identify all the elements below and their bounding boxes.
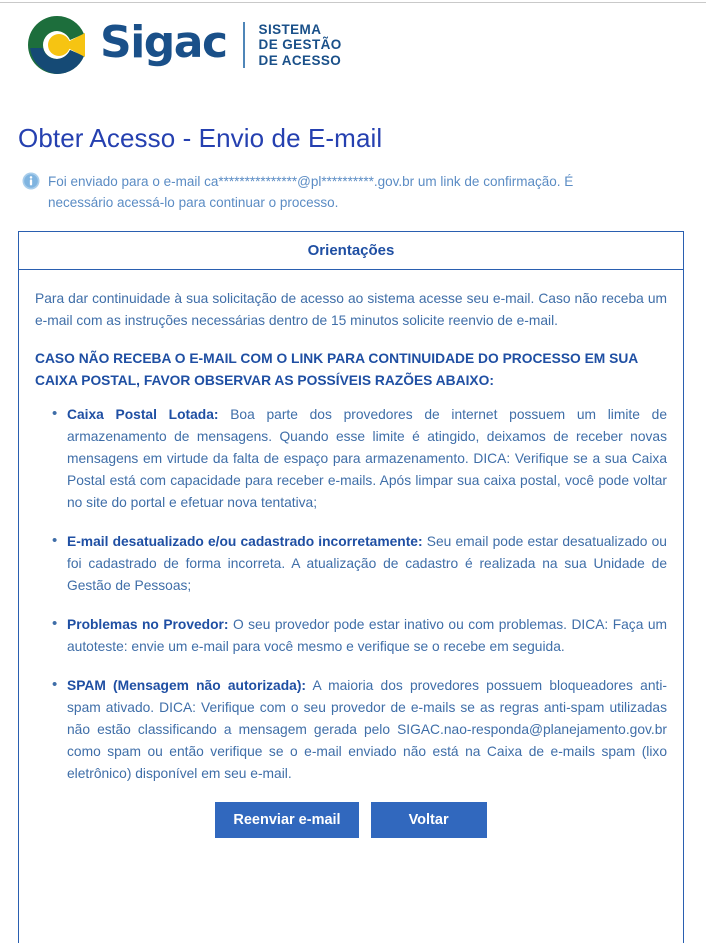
reason-text: Seu email pode estar desatualizado ou foi cadastrado de forma incorreta. A atualização de cadastro é realizada na sua Unidade de Gestão de Pessoas;	[67, 534, 667, 593]
tagline-line-1: SISTEMA	[258, 21, 322, 37]
list-item	[67, 675, 667, 785]
tagline-line-2: DE GESTÃO	[258, 37, 342, 53]
tagline-line-3: DE ACESSO	[258, 52, 342, 68]
list-item	[67, 404, 667, 514]
intro-paragraph: Para dar continuidade à sua solicitação de acesso ao sistema acesse seu e-mail. Caso não receba um e-mail com as instruções necessárias dentro de 15 minutos solicite reenvio de e-mail.	[35, 291, 667, 328]
reason-text: Boa parte dos provedores de internet possuem um limite de armazenamento de mensagens. Quando esse limite é atingido, deixamos de receber novas mensagens em virtude da falta de espaço para armazenamento. DICA: Verifique se a sua Caixa Postal está com capacidade para receber e-mails. Após limpar sua caixa postal, você pode voltar no site do portal e efetuar nova tentativa;	[67, 407, 667, 510]
reason-label: SPAM (Mensagem não autorizada):	[67, 678, 307, 693]
orientations-panel	[18, 231, 684, 943]
list-item	[67, 531, 667, 597]
info-icon	[22, 172, 40, 190]
page-title: Obter Acesso - Envio de E-mail	[18, 123, 383, 154]
sigac-c-logo-icon	[26, 14, 92, 76]
info-alert-message: Foi enviado para o e-mail ca***************@pl**********.gov.br um link de confirmação. É necessário acessá-lo para continuar o processo.	[48, 174, 574, 210]
reason-label: Problemas no Provedor:	[67, 617, 229, 632]
reason-text: A maioria dos provedores possuem bloqueadores anti-spam ativado. DICA: Verifique com o seu provedor de e-mails se as regras anti-spam utilizadas não estão classificando a mensagem gerada pelo SIGAC.nao-responda@planejamento.gov.br como spam ou então verifique se o e-mail enviado não está na Caixa de e-mails spam (lixo eletrônico) disponível em seu e-mail.	[67, 678, 667, 781]
list-item	[67, 614, 667, 658]
reason-label: Caixa Postal Lotada:	[67, 407, 219, 422]
brand-wordmark: Sigac	[100, 17, 227, 68]
brand-tagline	[259, 22, 342, 69]
brand-header	[26, 14, 342, 76]
warning-paragraph: CASO NÃO RECEBA O E-MAIL COM O LINK PARA CONTINUIDADE DO PROCESSO EM SUA CAIXA POSTAL, FAVOR OBSERVAR AS POSSÍVEIS RAZÕES ABAIXO:	[35, 351, 638, 388]
reasons-list	[35, 404, 667, 785]
panel-header	[19, 232, 683, 270]
panel-header-title: Orientações	[307, 242, 395, 259]
panel-action-bar	[35, 802, 667, 838]
top-divider	[0, 2, 706, 3]
reason-label: E-mail desatualizado e/ou cadastrado incorretamente:	[67, 534, 423, 549]
brand-divider	[243, 22, 245, 68]
panel-body	[19, 270, 683, 838]
reason-text: O seu provedor pode estar inativo ou com problemas. DICA: Faça um autoteste: envie um e-mail para você mesmo e verifique se o recebe em seguida.	[67, 617, 667, 654]
resend-email-button[interactable]: Reenviar e-mail	[215, 802, 358, 838]
info-alert	[22, 171, 622, 213]
back-button[interactable]: Voltar	[371, 802, 487, 838]
